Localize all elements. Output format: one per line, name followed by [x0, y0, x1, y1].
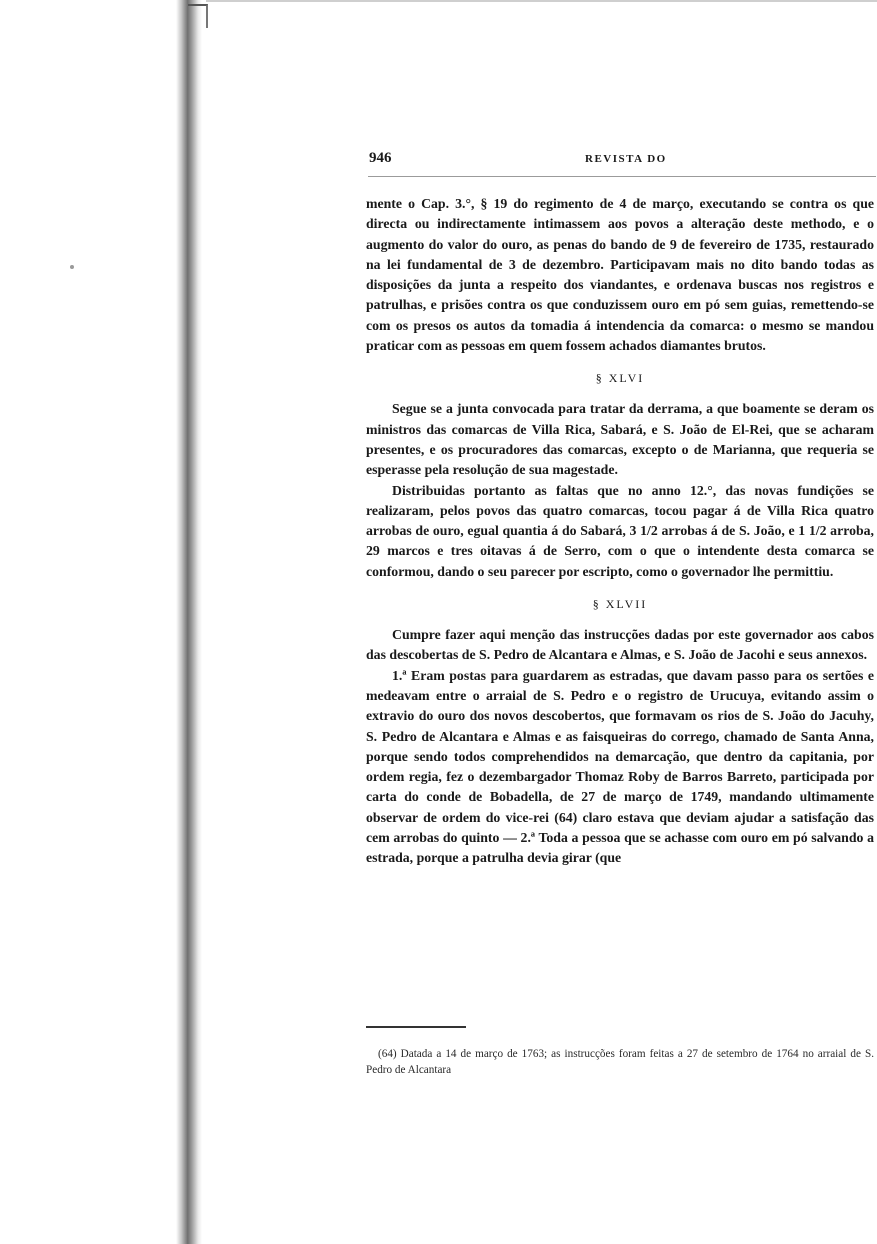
section-heading-xlvi: § XLVI: [595, 371, 645, 386]
running-head: REVISTA DO: [585, 153, 667, 165]
section-heading-xlvii: § XLVII: [592, 597, 648, 612]
footnote-rule: [366, 1026, 466, 1028]
paragraph-1: mente o Cap. 3.°, § 19 do regimento de 4 de março, executando se contra os que directa ou indirectamente intimassem aos povos a alteração deste methodo, e o augmento do valor do ouro, as penas do bando de 9 de fevereiro de 1735, restaurado na lei fundamental de 3 de dezembro. Participavam mais no dito bando todas as disposições da junta a respeito dos viandantes, e ordenava buscas nos registros e patrulhas, e prisões contra os que conduzissem ouro em pó sem guias, remettendo-se com os presos os autos da tomadia á intendencia da comarca: o mesmo se mandou praticar com as pessoas em quem fossem achados diamantes brutos.: [366, 196, 874, 354]
footnote-text: (64) Datada a 14 de março de 1763; as instrucções foram feitas a 27 de setembro de 1764 no arraial de S. Pedro de Alcantara: [366, 1048, 874, 1076]
footnote: [366, 1046, 874, 1078]
page-number: 946: [369, 150, 392, 166]
paragraph-2: Segue se a junta convocada para tratar da derrama, a que boamente se deram os ministros das comarcas de Villa Rica, Sabará, e S. João de El-Rei, que se acharam presentes, e os procuradores das comarcas, excepto o de Marianna, que requeria se esperasse pela resolução de sua magestade.: [366, 401, 874, 478]
page-speck: [70, 265, 74, 269]
paragraph-4: Cumpre fazer aqui menção das instrucções dadas por este governador aos cabos das descobertas de S. Pedro de Alcantara e Almas, e S. João de Jacohi e seus annexos.: [366, 627, 874, 663]
paragraph-5: 1.ª Eram postas para guardarem as estradas, que davam passo para os sertões e medeavam entre o arraial de S. Pedro e o registro de Urucuya, evitando assim o extravio do ouro dos novos descobertos, que formavam os rios de S. João do Jacuhy, S. Pedro de Alcantara e Almas e as faisqueiras do corrego, chamado de Santa Anna, porque sendo todos comprehendidos na demarcação, que dentro da capitania, por ordem regia, fez o dezembargador Thomaz Roby de Barros Barreto, participada por carta do conde de Bobadella, de 27 de março de 1749, mandando ultimamente observar de ordem do vice-rei (64) claro estava que deviam ajudar a satisfação das cem arrobas do quinto — 2.ª Toda a pessoa que se achasse com ouro em pó salvando a estrada, porque a patrulha devia girar (que: [366, 667, 874, 866]
main-text: [366, 194, 874, 869]
paragraph-3: Distribuidas portanto as faltas que no anno 12.°, das novas fundições se realizaram, pelos povos das quatro comarcas, tocou pagar á de Villa Rica quatro arrobas de ouro, egual quantia á do Sabará, 3 1/2 arrobas á de S. João, e 1 1/2 arroba, 29 marcos e tres oitavas á de Serro, com o que o intendente desta comarca se conformou, dando o seu parecer por escripto, como o governador lhe permittiu.: [366, 482, 874, 579]
binding-mark: [188, 4, 208, 28]
page-top-edge: [206, 0, 877, 2]
book-spine-shadow: [176, 0, 202, 1244]
page-header: [368, 148, 876, 177]
